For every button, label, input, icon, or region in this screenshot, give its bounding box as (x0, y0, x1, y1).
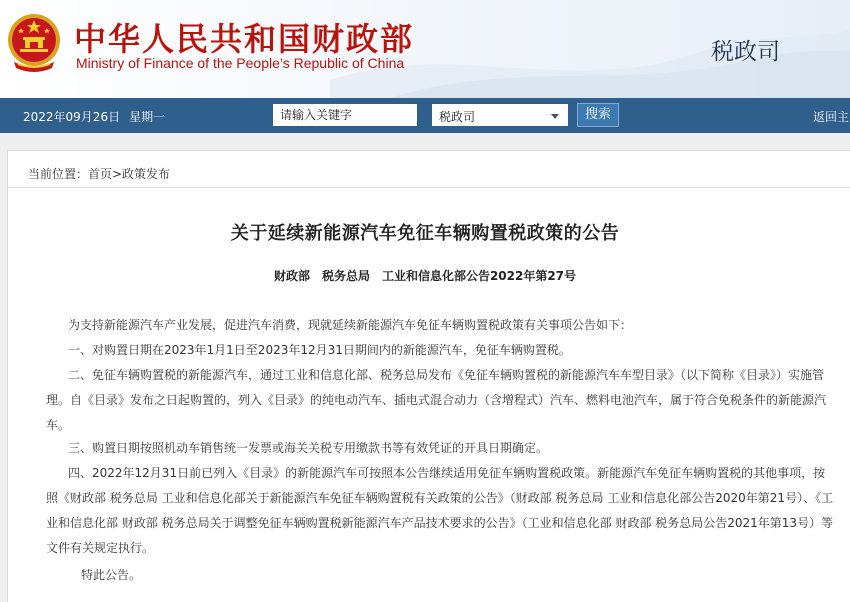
site-name-cn: 中华人民共和国财政部 (74, 20, 415, 58)
current-date (23, 108, 165, 125)
article-paragraph: 四、2022年12月31日前已列入《目录》的新能源汽车可按照本公告继续适用免征车辆购置税政策。新能源汽车免征车辆购置税的其他事项，按照《财政部 税务总局 工业和信息化部关于新能源汽车免征车辆购置税有关政策的公告》（财政部 税务总局 工业和信息化部公告2020年第21号）、《工业和信息化部 财政部 税务总局关于调整免征车辆购置税新能源汽车产品技术要求的公告》（工业和信息化部 财政部 税务总局公告2021年第13号）等文件有关规定执行。 (46, 466, 834, 555)
national-emblem-icon (6, 12, 62, 74)
breadcrumb-divider (8, 187, 850, 188)
department-name: 税政司 (711, 39, 780, 65)
article-paragraph: 为支持新能源汽车产业发展，促进汽车消费，现就延续新能源汽车免征车辆购置税政策有关事项公告如下： (68, 318, 633, 332)
site-header (0, 0, 850, 98)
article-subtitle: 财政部 税务总局 工业和信息化部公告2022年第27号 (273, 269, 577, 283)
article-title: 关于延续新能源汽车免征车辆购置税政策的公告 (230, 223, 620, 244)
search-button[interactable]: 搜索 (577, 103, 619, 127)
article-paragraph: 一、对购置日期在2023年1月1日至2023年12月31日期间内的新能源汽车，免征车辆购置税。 (68, 343, 571, 357)
back-home-link[interactable]: 返回主 (813, 110, 850, 124)
article-paragraph: 二、免征车辆购置税的新能源汽车，通过工业和信息化部、税务总局发布《免征车辆购置税的新能源汽车车型目录》（以下简称《目录》）实施管理。自《目录》发布之日起购置的，列入《目录》的纯电动汽车、插电式混合动力（含增程式）汽车、燃料电池汽车，属于符合免税条件的新能源汽车。 (46, 368, 827, 432)
search-input[interactable] (272, 103, 418, 127)
site-name-en: Ministry of Finance of the People’s Republic of China (76, 55, 405, 71)
date-text: 2022年09月26日 (23, 110, 121, 124)
department-select[interactable] (431, 103, 569, 127)
breadcrumb: 当前位置：首页>政策发布 (28, 167, 171, 181)
nav-bar (0, 98, 850, 133)
article-paragraph: 三、购置日期按照机动车销售统一发票或海关关税专用缴款书等有效凭证的开具日期确定。 (68, 441, 549, 455)
chevron-down-icon (551, 114, 559, 119)
article-closing: 特此公告。 (81, 568, 142, 582)
department-select-value: 税政司 (439, 110, 476, 124)
weekday-text: 星期一 (129, 110, 166, 124)
